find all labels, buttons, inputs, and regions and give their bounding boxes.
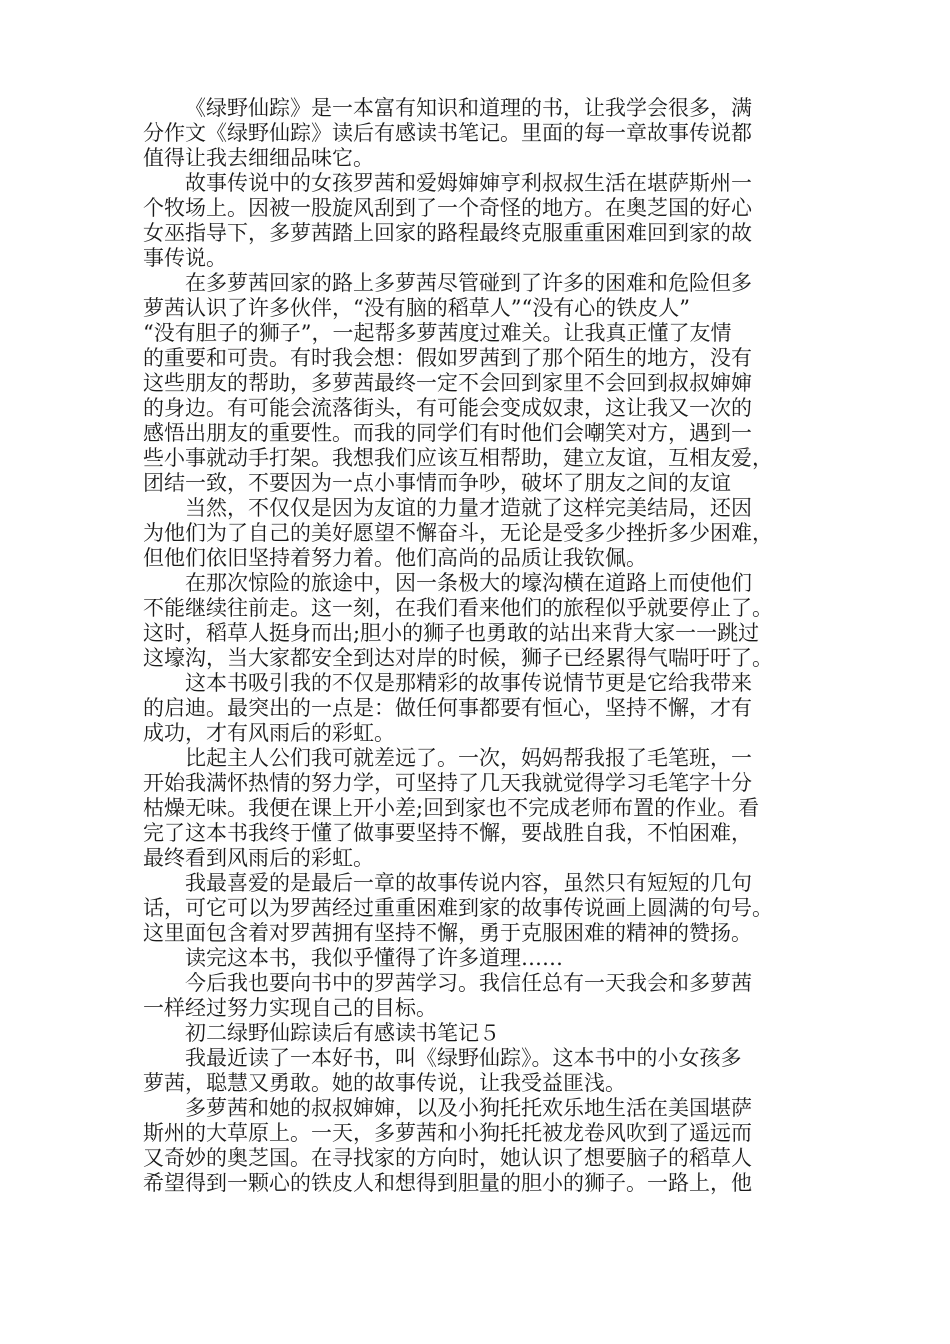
- text-line: 我最近读了一本好书，叫《绿野仙踪》。这本书中的小女孩多: [185, 1046, 742, 1070]
- text-line: 成功，才有风雨后的彩虹。: [143, 721, 395, 745]
- text-line: 不能继续往前走。这一刻，在我们看来他们的旅程似乎就要停止了。: [143, 596, 773, 620]
- text-line: 斯州的大草原上。一天，多萝茜和小狗托托被龙卷风吹到了遥远而: [143, 1121, 752, 1145]
- text-line: 又奇妙的奥芝国。在寻找家的方向时，她认识了想要脑子的稻草人: [143, 1146, 752, 1170]
- text-line: 故事传说中的女孩罗茜和爱姆婶婶亨利叔叔生活在堪萨斯州一: [185, 171, 752, 195]
- text-line: 在多萝茜回家的路上多萝茜尽管碰到了许多的困难和危险但多: [185, 271, 752, 295]
- text-line: 多萝茜和她的叔叔婶婶，以及小狗托托欢乐地生活在美国堪萨: [185, 1096, 752, 1120]
- text-line: 团结一致，不要因为一点小事情而争吵，破坏了朋友之间的友谊: [143, 471, 731, 495]
- text-line: 比起主人公们我可就差远了。一次，妈妈帮我报了毛笔班，一: [185, 746, 752, 770]
- text-line: 感悟出朋友的重要性。而我的同学们有时他们会嘲笑对方，遇到一: [143, 421, 752, 445]
- text-line: 但他们依旧坚持着努力着。他们高尚的品质让我钦佩。: [143, 546, 647, 570]
- text-line: 为他们为了自己的美好愿望不懈奋斗，无论是受多少挫折多少困难，: [143, 521, 773, 545]
- text-line: 些小事就动手打架。我想我们应该互相帮助，建立友谊，互相友爱，: [143, 446, 773, 470]
- text-line: 的启迪。最突出的一点是：做任何事都要有恒心，坚持不懈，才有: [143, 696, 752, 720]
- text-line: “没有胆子的狮子”，一起帮多萝茜度过难关。让我真正懂了友情: [143, 321, 732, 345]
- text-line: 我最喜爱的是最后一章的故事传说内容，虽然只有短短的几句: [185, 871, 752, 895]
- text-line: 这里面包含着对罗茜拥有坚持不懈，勇于克服困难的精神的赞扬。: [143, 921, 752, 945]
- text-line: 这时，稻草人挺身而出;胆小的狮子也勇敢的站出来背大家一一跳过: [143, 621, 760, 645]
- text-line: 最终看到风雨后的彩虹。: [143, 846, 374, 870]
- text-line: 读完这本书，我似乎懂得了许多道理……: [185, 946, 563, 970]
- text-line: 女巫指导下，多萝茜踏上回家的路程最终克服重重困难回到家的故: [143, 221, 752, 245]
- document-body: [143, 96, 815, 1196]
- text-line: 的重要和可贵。有时我会想：假如罗茜到了那个陌生的地方，没有: [143, 346, 752, 370]
- text-line: 个牧场上。因被一股旋风刮到了一个奇怪的地方。在奥芝国的好心: [143, 196, 752, 220]
- text-line: 的身边。有可能会流落街头，有可能会变成奴隶，这让我又一次的: [143, 396, 752, 420]
- text-line: 话，可它可以为罗茜经过重重困难到家的故事传说画上圆满的句号。: [143, 896, 773, 920]
- text-line: 分作文《绿野仙踪》读后有感读书笔记。里面的每一章故事传说都: [143, 121, 752, 145]
- text-line: 萝茜，聪慧又勇敢。她的故事传说，让我受益匪浅。: [143, 1071, 626, 1095]
- text-line: 值得让我去细细品味它。: [143, 146, 374, 170]
- text-line: 事传说。: [143, 246, 227, 270]
- text-line: 这壕沟，当大家都安全到达对岸的时候，狮子已经累得气喘吁吁了。: [143, 646, 773, 670]
- text-line: 开始我满怀热情的努力学，可坚持了几天我就觉得学习毛笔字十分: [143, 771, 752, 795]
- text-line: 今后我也要向书中的罗茜学习。我信任总有一天我会和多萝茜: [185, 971, 752, 995]
- text-line: 在那次惊险的旅途中，因一条极大的壕沟横在道路上而使他们: [185, 571, 752, 595]
- text-line: 初二绿野仙踪读后有感读书笔记５: [185, 1021, 500, 1045]
- text-line: 完了这本书我终于懂了做事要坚持不懈，要战胜自我，不怕困难，: [143, 821, 752, 845]
- text-line: 《绿野仙踪》是一本富有知识和道理的书，让我学会很多，满: [185, 96, 752, 120]
- text-line: 希望得到一颗心的铁皮人和想得到胆量的胆小的狮子。一路上，他: [143, 1171, 752, 1195]
- text-line: 当然，不仅仅是因为友谊的力量才造就了这样完美结局，还因: [185, 496, 752, 520]
- text-line: 枯燥无味。我便在课上开小差;回到家也不完成老师布置的作业。看: [143, 796, 760, 820]
- text-line: 一样经过努力实现自己的目标。: [143, 996, 437, 1020]
- text-line: 萝茜认识了许多伙伴，“没有脑的稻草人”“没有心的铁皮人”: [143, 296, 690, 320]
- text-line: 这本书吸引我的不仅是那精彩的故事传说情节更是它给我带来: [185, 671, 752, 695]
- text-line: 这些朋友的帮助，多萝茜最终一定不会回到家里不会回到叔叔婶婶: [143, 371, 752, 395]
